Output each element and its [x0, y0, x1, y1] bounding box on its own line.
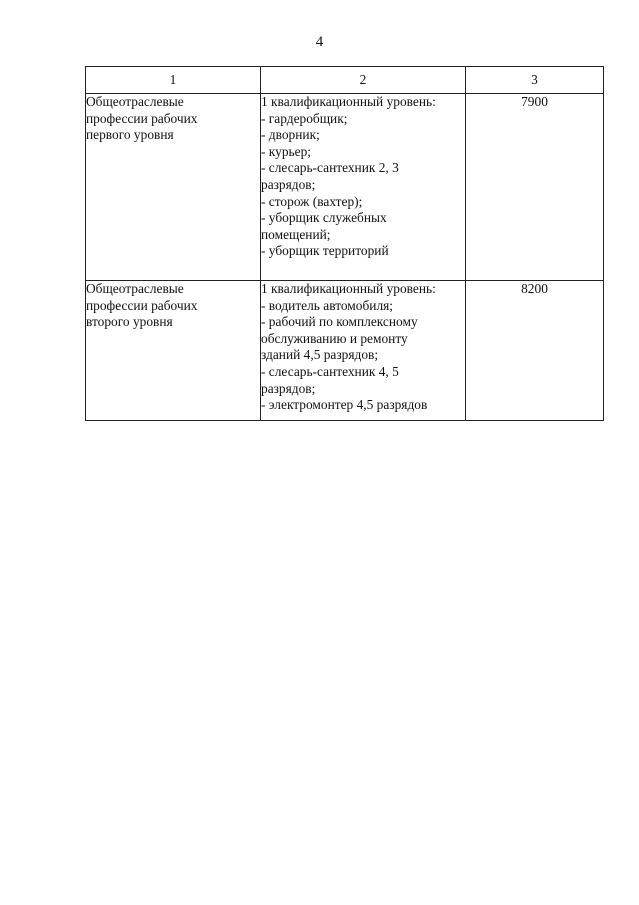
- qualification-line: - сторож (вахтер);: [261, 193, 363, 209]
- qualification-level-cell: [261, 94, 466, 281]
- qualification-line: - уборщик территорий: [261, 243, 389, 259]
- qualification-line: - рабочий по комплексному: [261, 314, 418, 330]
- profession-line: Общеотраслевые: [86, 94, 184, 109]
- qualification-level-cell: [261, 281, 466, 421]
- qualification-line: 1 квалификационный уровень:: [261, 94, 436, 109]
- profession-line: профессии рабочих: [86, 297, 198, 313]
- qualification-line: 1 квалификационный уровень:: [261, 281, 436, 296]
- table-row: [86, 94, 604, 281]
- profession-line: первого уровня: [86, 127, 174, 143]
- qualification-line: зданий 4,5 разрядов;: [261, 347, 379, 363]
- qualification-line: - курьер;: [261, 143, 311, 159]
- page-number: 4: [315, 34, 324, 50]
- profession-line: профессии рабочих: [86, 110, 198, 126]
- column-header-3: 3: [466, 67, 604, 94]
- qualification-line: - уборщик служебных: [261, 210, 387, 226]
- qualification-line: - электромонтер 4,5 разрядов: [261, 397, 428, 413]
- salary-cell: 8200: [466, 281, 604, 421]
- qualification-line: помещений;: [261, 226, 331, 242]
- profession-line: Общеотраслевые: [86, 281, 184, 296]
- qualification-line: разрядов;: [261, 176, 316, 192]
- column-header-2: 2: [261, 67, 466, 94]
- qualification-line: - водитель автомобиля;: [261, 297, 394, 313]
- qualification-line: - слесарь-сантехник 4, 5: [261, 363, 399, 379]
- qualification-line: - гардеробщик;: [261, 110, 348, 126]
- profession-group-cell: [86, 281, 261, 421]
- qualification-table: [85, 66, 604, 421]
- qualification-line: - слесарь-сантехник 2, 3: [261, 160, 399, 176]
- profession-group-cell: [86, 94, 261, 281]
- qualification-line: разрядов;: [261, 380, 316, 396]
- profession-line: второго уровня: [86, 314, 173, 330]
- qualification-line: - дворник;: [261, 127, 320, 143]
- table-row: [86, 281, 604, 421]
- table-header-row: [86, 67, 604, 94]
- qualification-line: обслуживанию и ремонту: [261, 330, 408, 346]
- salary-cell: 7900: [466, 94, 604, 281]
- column-header-1: 1: [86, 67, 261, 94]
